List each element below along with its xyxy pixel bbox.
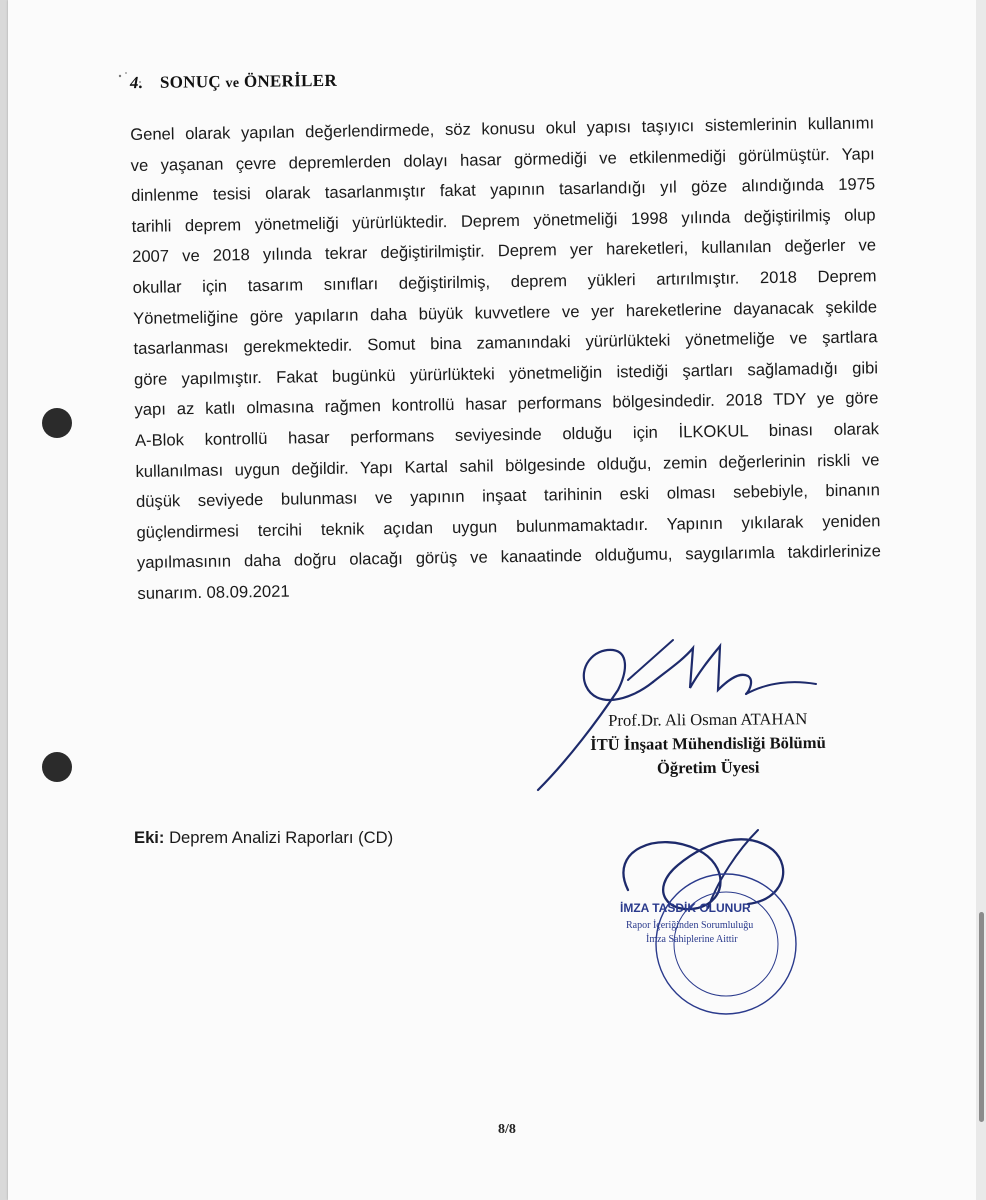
signatory-title: Öğretim Üyesi bbox=[656, 757, 760, 778]
paragraph-line: yapı az katlı olmasına rağmen kontrollü hasar performans bölgesindedir. 2018 TDY ye göre bbox=[134, 388, 879, 420]
scrollbar-thumb[interactable] bbox=[979, 912, 984, 1122]
conclusion-paragraph bbox=[130, 108, 882, 609]
paragraph-line: göre yapılmıştır. Fakat bugünkü yürürlükteki yönetmeliğin istediği şartları sağlamadığı gibi bbox=[133, 358, 879, 389]
paragraph-line: güçlendirmesi tercihi teknik açıdan uygun bulunmamaktadır. Yapının yıkılarak yeniden bbox=[136, 510, 881, 542]
heading-part-1: SONUÇ bbox=[159, 72, 222, 92]
paragraph-line: okullar için tasarım sınıfları değiştirilmiş, deprem yükleri artırılmıştır. 2018 Deprem bbox=[132, 266, 877, 297]
stamp-line-2: Rapor İçeriğinden Sorumluluğu bbox=[626, 920, 754, 931]
punch-hole bbox=[42, 408, 72, 438]
section-number: 4. bbox=[129, 72, 144, 93]
paragraph-line: Yönetmeliğine göre yapıların daha büyük kuvvetlere ve yer hareketlerine dayanacak şekilde bbox=[132, 296, 878, 328]
paragraph-line-closing: sunarım. 08.09.2021 bbox=[137, 581, 290, 603]
paragraph-line: ve yaşanan çevre depremlerden dolayı hasar görmediği ve etkilenmediği görülmüştür. Yapı bbox=[130, 143, 875, 175]
paragraph-line: tarihli deprem yönetmeliği yürürlüktedir. Deprem yönetmeliği 1998 yılında değiştirilmiş olup bbox=[131, 205, 876, 236]
page-number: 8/8 bbox=[498, 1122, 516, 1137]
paragraph-line: düşük seviyede bulunması ve yapının inşaat tarihinin eski olması sebebiyle, binanın bbox=[135, 480, 881, 512]
punch-hole bbox=[42, 752, 72, 782]
paragraph-line: kullanılması uygun değildir. Yapı Kartal sahil bölgesinde olduğu, zemin değerlerinin riskli ve bbox=[135, 449, 880, 481]
paragraph-line: 2007 ve 2018 yılında tekrar değiştirilmiştir. Deprem yer hareketleri, kullanılan değerler ve bbox=[132, 235, 877, 267]
paragraph-line: A-Blok kontrollü hasar performans seviyesinde olduğu için İLKOKUL binası olarak bbox=[134, 419, 880, 450]
paragraph-line: tasarlanması gerekmektedir. Somut bina zamanındaki yürürlükteki yönetmeliğe ve şartlara bbox=[133, 327, 878, 359]
paragraph-line: dinlenme tesisi olarak tasarlanmıştır fakat yapının tasarlandığı yıl göze alındığında 1975 bbox=[131, 174, 876, 206]
document-page bbox=[8, 0, 976, 1200]
attachment-note bbox=[134, 828, 393, 848]
heading-part-3: ÖNERİLER bbox=[243, 70, 338, 91]
signature-block bbox=[563, 709, 854, 780]
stamp-line-1: İMZA TASDİK OLUNUR bbox=[620, 901, 751, 915]
signatory-name: Prof.Dr. Ali Osman ATAHAN bbox=[608, 709, 808, 730]
signatory-department: İTÜ İnşaat Mühendisliği Bölümü bbox=[590, 732, 826, 755]
stamp-line-3: İmza Sahiplerine Aittir bbox=[646, 934, 738, 945]
heading-part-2: ve bbox=[225, 75, 240, 92]
attachment-label: Eki: bbox=[134, 828, 165, 847]
section-heading bbox=[130, 71, 337, 93]
attachment-text: Deprem Analizi Raporları (CD) bbox=[169, 828, 394, 847]
paragraph-line: yapılmasının daha doğru olacağı görüş ve kanaatinde olduğumu, saygılarımla takdirlerinize bbox=[136, 541, 882, 573]
scrollbar-track[interactable] bbox=[976, 0, 986, 1200]
paragraph-line: Genel olarak yapılan değerlendirmede, söz konusu okul yapısı taşıyıcı sistemlerinin kullanımı bbox=[130, 113, 875, 144]
official-stamp bbox=[588, 820, 828, 1020]
